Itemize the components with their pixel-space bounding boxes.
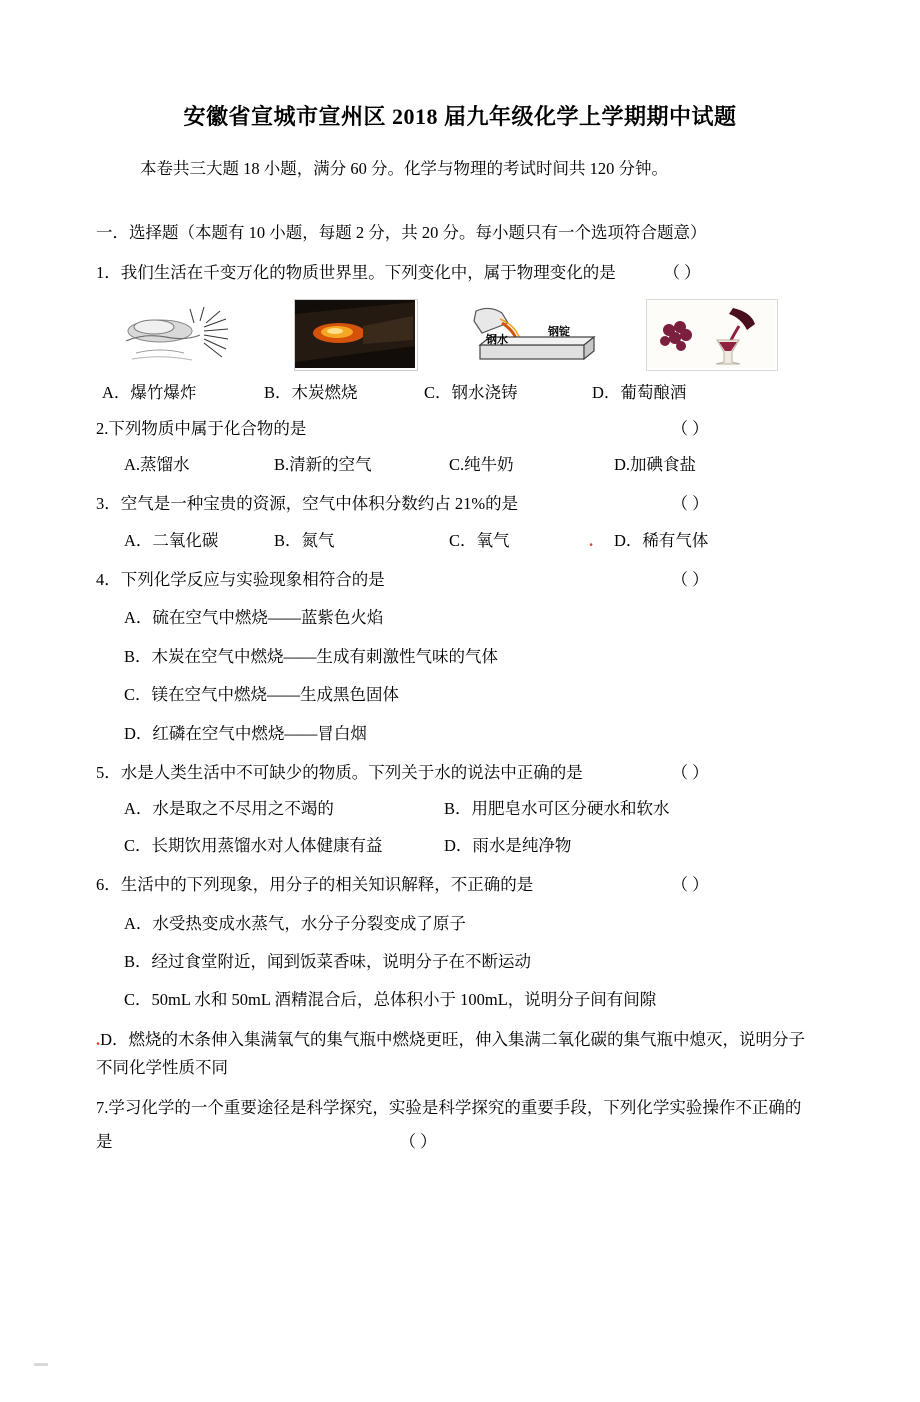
question-3: [96, 491, 824, 517]
question-3-options: [96, 528, 824, 554]
question-1-option-a: A．爆竹爆炸: [102, 382, 197, 402]
question-4-option-c: C．镁在空气中燃烧——生成黑色固体: [124, 685, 400, 705]
question-4-option-b: B．木炭在空气中燃烧——生成有刺激性气味的气体: [124, 646, 499, 666]
question-1-option-b: B．木炭燃烧: [264, 382, 358, 402]
question-3-option-c: C．氧气: [449, 530, 510, 550]
question-3-option-d: D．稀有气体: [614, 530, 709, 550]
question-5-options-row-1: [96, 796, 824, 822]
question-1-option-d: D．葡萄酿酒: [592, 382, 687, 402]
question-6-option-b: B．经过食堂附近，闻到饭菜香味，说明分子在不断运动: [124, 952, 532, 971]
question-6-answer-paren: （ ）: [671, 875, 709, 895]
question-5-options-row-2: [96, 833, 824, 859]
question-7-line2: [96, 1129, 824, 1155]
stray-dot-marker-2: .: [96, 1029, 101, 1049]
question-2-option-b: B.清新的空气: [274, 454, 372, 474]
charcoal-burning-image: [294, 299, 418, 371]
question-6: [96, 872, 824, 898]
question-5: [96, 760, 824, 786]
question-5-stem: 5．水是人类生活中不可缺少的物质。下列关于水的说法中正确的是: [96, 763, 583, 783]
question-7-answer-paren: （ ）: [399, 1131, 437, 1151]
steel-casting-image: [460, 301, 600, 371]
question-4-stem: 4．下列化学反应与实验现象相符合的是: [96, 570, 385, 590]
question-2-option-c: C.纯牛奶: [449, 454, 514, 474]
stray-dot-marker: .: [589, 530, 594, 550]
question-2-options: [96, 452, 824, 478]
question-6-option-c: C．50mL 水和 50mL 酒精混合后，总体积小于 100mL，说明分子间有间隙: [124, 990, 657, 1010]
question-4-option-d: D．红磷在空气中燃烧——冒白烟: [124, 723, 367, 743]
question-7-stem-continued: 是: [96, 1131, 113, 1151]
question-7-stem: 7.学习化学的一个重要途径是科学探究，实验是科学探究的重要手段，下列化学实验操作不正确的: [96, 1097, 802, 1117]
question-4-option-a: A．硫在空气中燃烧——蓝紫色火焰: [124, 608, 384, 628]
question-7: [96, 1095, 824, 1121]
question-5-option-b: B．用肥皂水可区分硬水和软水: [444, 799, 670, 819]
svg-text:钢水: 钢水: [486, 333, 508, 346]
question-2-stem: 2.下列物质中属于化合物的是: [96, 418, 307, 438]
svg-text:钢锭: 钢锭: [548, 325, 570, 338]
question-5-option-c: C．长期饮用蒸馏水对人体健康有益: [124, 835, 383, 855]
question-4: [96, 567, 824, 593]
question-1-answer-paren: （ ）: [663, 263, 701, 283]
question-6-stem: 6．生活中的下列现象，用分子的相关知识解释，不正确的是: [96, 875, 534, 895]
question-5-option-a: A．水是取之不尽用之不竭的: [124, 799, 334, 819]
page-title: 安徽省宣城市宣州区 2018 届九年级化学上学期期中试题: [183, 104, 737, 129]
question-3-option-b: B．氮气: [274, 530, 335, 550]
exam-page: [0, 100, 920, 1402]
question-1-option-c: C．钢水浇铸: [424, 382, 518, 402]
question-1-images: [96, 295, 824, 371]
question-2-option-d: D.加碘食盐: [614, 454, 697, 474]
question-1-options: [96, 379, 824, 403]
firecracker-explosion-image: [108, 301, 248, 371]
question-1: [96, 260, 824, 286]
question-2: [96, 416, 824, 442]
question-2-option-a: A.蒸馏水: [124, 454, 190, 474]
question-4-answer-paren: （ ）: [671, 570, 709, 590]
question-6-option-a: A．水受热变成水蒸气，水分子分裂变成了原子: [124, 913, 466, 933]
grape-wine-image: [646, 299, 778, 371]
question-6-option-d: [96, 1027, 824, 1053]
question-2-answer-paren: （ ）: [671, 418, 709, 438]
question-3-answer-paren: （ ）: [671, 494, 709, 514]
page-edge-mark: [34, 1363, 48, 1366]
exam-subtitle: 本卷共三大题 18 小题，满分 60 分。化学与物理的考试时间共 120 分钟。: [140, 159, 668, 178]
question-1-stem: 1．我们生活在千变万化的物质世界里。下列变化中，属于物理变化的是: [96, 263, 616, 283]
section-heading: 一．选择题（本题有 10 小题，每题 2 分，共 20 分。每小题只有一个选项符合题意）: [96, 222, 707, 242]
question-5-option-d: D．雨水是纯净物: [444, 835, 572, 855]
question-6-option-d-text: D．燃烧的木条伸入集满氧气的集气瓶中燃烧更旺，伸入集满二氧化碳的集气瓶中熄灭，说明分子: [100, 1029, 806, 1049]
question-6-option-d-continued: 不同化学性质不同: [96, 1058, 228, 1078]
question-3-stem: 3．空气是一种宝贵的资源，空气中体积分数约占 21%的是: [96, 494, 519, 514]
question-3-option-a: A．二氧化碳: [124, 530, 219, 550]
question-5-answer-paren: （ ）: [671, 763, 709, 783]
